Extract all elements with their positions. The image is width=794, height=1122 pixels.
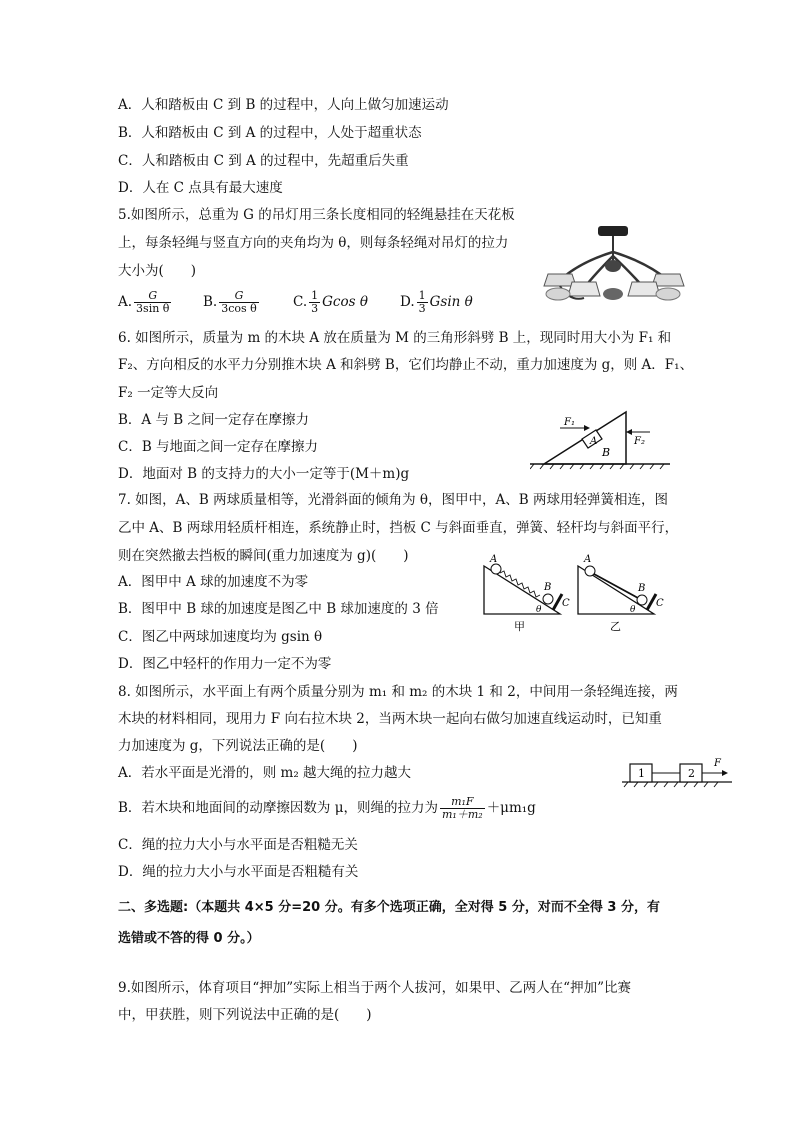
section2-heading-line1: 二、多选题:（本题共 4×5 分=20 分。有多个选项正确，全对得 5 分，对而不全得 3 分，有 — [118, 900, 660, 915]
q4-option-a: A．人和踏板由 C 到 B 的过程中，人向上做匀加速运动 — [118, 97, 449, 113]
q4-option-c: C．人和踏板由 C 到 A 的过程中，先超重后失重 — [118, 153, 409, 169]
label-block-2: 2 — [688, 767, 695, 780]
q8-option-c: C．绳的拉力大小与水平面是否粗糙无关 — [118, 837, 358, 853]
incline-figures — [478, 552, 668, 632]
q4-option-d: D．人在 C 点具有最大速度 — [118, 180, 283, 196]
q8-option-b: B．若木块和地面间的动摩擦因数为 μ，则绳的拉力为 $\frac{\text{m₁F}}{\text{m₁＋m₂}}$ ＋μm₁g — [118, 795, 536, 821]
q9-stem-line2: 中，甲获胜，则下列说法中正确的是( ) — [118, 1007, 372, 1023]
q5-option-c: C. $\frac{1}{3}$ Gcos θ — [293, 289, 368, 315]
chandelier-figure — [540, 222, 690, 314]
q5-option-a: A. $\frac{G}{\text{3sin θ}}$ — [118, 289, 170, 315]
q5-stem-line1: 5.如图所示，总重为 G 的吊灯用三条长度相同的轻绳悬挂在天花板 — [118, 207, 515, 223]
q9-stem-line1: 9.如图所示，体育项目“押加”实际上相当于两个人拔河，如果甲、乙两人在“押加”比赛 — [118, 980, 631, 996]
label-a-right: A — [584, 554, 592, 565]
q5-option-d: D. $\frac{1}{3}$ Gsin θ — [400, 289, 473, 315]
label-b-left: B — [544, 582, 552, 593]
section2-heading-line2: 选错或不答的得 0 分。） — [118, 931, 260, 946]
label-a: A — [590, 436, 598, 447]
caption-jia: 甲 — [514, 620, 525, 632]
label-c-left: C — [562, 598, 570, 609]
q7-stem-line2: 乙中 A、B 两球用轻质杆相连，系统静止时，挡板 C 与斜面垂直，弹簧、轻杆均与斜面平行， — [118, 520, 679, 536]
q6-option-c: C．B 与地面之间一定存在摩擦力 — [118, 439, 319, 455]
q6-stem-line2: F₂、方向相反的水平力分别推木块 A 和斜劈 B，它们均静止不动，重力加速度为 g，则 A．F₁、 — [118, 357, 694, 373]
q7-option-d: D．图乙中轻杆的作用力一定不为零 — [118, 656, 332, 672]
q8-stem-line3: 力加速度为 g，下列说法正确的是( ) — [118, 738, 358, 754]
label-theta-left: θ — [536, 605, 542, 615]
q8-option-a: A．若水平面是光滑的，则 m₂ 越大绳的拉力越大 — [118, 765, 412, 781]
q7-stem-line3: 则在突然撤去挡板的瞬间(重力加速度为 g)( ) — [118, 548, 409, 564]
wedge-figure — [530, 406, 670, 470]
label-f2: F₂ — [634, 436, 645, 447]
blocks-figure — [622, 756, 732, 792]
label-c-right: C — [656, 598, 664, 609]
caption-yi: 乙 — [610, 620, 621, 632]
label-f1: F₁ — [564, 417, 575, 428]
label-block-1: 1 — [638, 767, 645, 780]
q8-option-d: D．绳的拉力大小与水平面是否粗糙有关 — [118, 864, 359, 880]
label-b-right: B — [638, 583, 646, 594]
label-a-left: A — [490, 554, 498, 565]
label-force-f: F — [714, 758, 721, 769]
q6-option-d: D．地面对 B 的支持力的大小一定等于(M＋m)g — [118, 466, 410, 482]
q5-stem-line3: 大小为( ) — [118, 263, 197, 279]
q8-stem-line2: 木块的材料相同，现用力 F 向右拉木块 2，当两木块一起向右做匀加速直线运动时，已知重 — [118, 711, 662, 727]
q6-stem-line3: F₂ 一定等大反向 — [118, 385, 219, 401]
q8-stem-line1: 8. 如图所示，水平面上有两个质量分别为 m₁ 和 m₂ 的木块 1 和 2，中间用一条轻绳连接，两 — [118, 684, 678, 700]
q4-option-b: B．人和踏板由 C 到 A 的过程中，人处于超重状态 — [118, 125, 422, 141]
label-b: B — [602, 446, 611, 459]
q6-stem-line1: 6. 如图所示，质量为 m 的木块 A 放在质量为 M 的三角形斜劈 B 上，现同时用大小为 F₁ 和 — [118, 330, 672, 346]
q5-option-b: B. $\frac{G}{\text{3cos θ}}$ — [203, 289, 257, 315]
q7-option-c: C．图乙中两球加速度均为 gsin θ — [118, 629, 323, 645]
q7-option-a: A．图甲中 A 球的加速度不为零 — [118, 574, 309, 590]
q7-option-b: B．图甲中 B 球的加速度是图乙中 B 球加速度的 3 倍 — [118, 601, 439, 617]
q7-stem-line1: 7. 如图，A、B 两球质量相等，光滑斜面的倾角为 θ，图甲中，A、B 两球用轻弹簧相连，图 — [118, 492, 669, 508]
label-theta-right: θ — [630, 605, 636, 615]
q6-option-b: B．A 与 B 之间一定存在摩擦力 — [118, 412, 309, 428]
q5-stem-line2: 上，每条轻绳与竖直方向的夹角均为 θ，则每条轻绳对吊灯的拉力 — [118, 235, 509, 251]
